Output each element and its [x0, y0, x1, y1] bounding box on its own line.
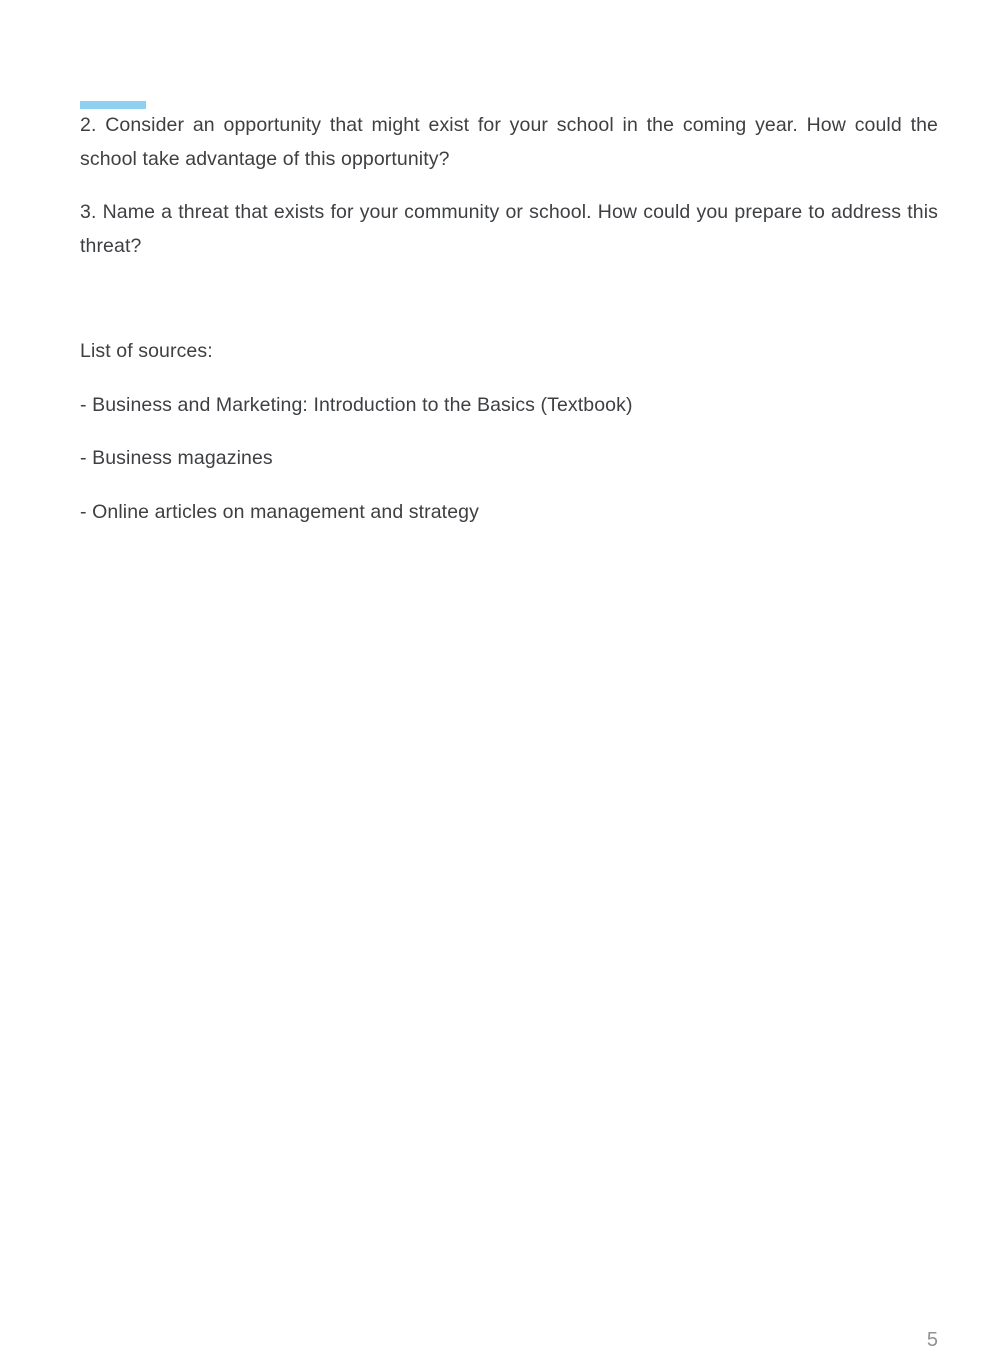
question-3-paragraph: 3. Name a threat that exists for your community or school. How could you prepare to address this threat? — [80, 201, 938, 257]
blank-space — [80, 283, 938, 335]
question-2-paragraph: 2. Consider an opportunity that might exist for your school in the coming year. How could the school take advantage of this opportunity? — [80, 114, 938, 170]
source-item-textbook: - Business and Marketing: Introduction to the Basics (Textbook) — [80, 393, 633, 416]
source-item-online-articles: - Online articles on management and strategy — [80, 500, 479, 523]
section-accent-bar — [80, 101, 146, 109]
source-item-magazines: - Business magazines — [80, 447, 273, 469]
page-number: 5 — [926, 1329, 938, 1351]
document-content — [0, 101, 1005, 529]
sources-heading: List of sources: — [80, 340, 213, 362]
